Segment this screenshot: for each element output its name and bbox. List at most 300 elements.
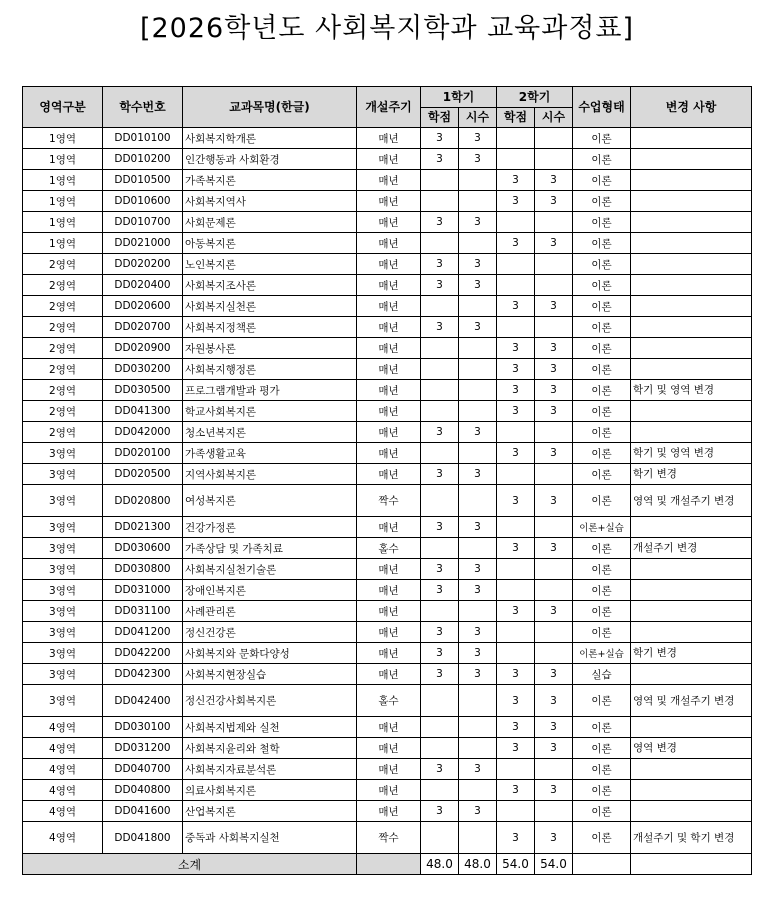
course-name-cell: 인간행동과 사회환경: [183, 149, 357, 170]
class-type-cell: 이론: [573, 717, 631, 738]
s2-hours-cell: [535, 759, 573, 780]
area-cell: 2영역: [23, 422, 103, 443]
s2-hours-cell: 3: [535, 233, 573, 254]
course-code-cell: DD042000: [103, 422, 183, 443]
s2-credit-cell: 3: [497, 738, 535, 759]
s2-credit-cell: 3: [497, 380, 535, 401]
course-name-cell: 사례관리론: [183, 601, 357, 622]
s2-hours-cell: [535, 801, 573, 822]
course-code-cell: DD041600: [103, 801, 183, 822]
table-row: [23, 738, 752, 759]
course-name-cell: 학교사회복지론: [183, 401, 357, 422]
s2-credit-cell: 3: [497, 359, 535, 380]
s1-credit-cell: [421, 296, 459, 317]
changes-cell: [631, 212, 752, 233]
cycle-cell: 매년: [357, 801, 421, 822]
changes-cell: [631, 275, 752, 296]
s1-credit-cell: [421, 601, 459, 622]
s1-credit-cell: 3: [421, 517, 459, 538]
s2-hours-cell: [535, 622, 573, 643]
s1-hours-cell: 3: [459, 422, 497, 443]
s1-credit-cell: 3: [421, 759, 459, 780]
table-row: [23, 233, 752, 254]
changes-cell: 영역 변경: [631, 738, 752, 759]
table-row: [23, 664, 752, 685]
header-semester-1: 1학기: [421, 87, 497, 108]
s1-hours-cell: 3: [459, 254, 497, 275]
class-type-cell: 이론: [573, 401, 631, 422]
course-code-cell: DD021300: [103, 517, 183, 538]
s1-credit-cell: [421, 738, 459, 759]
area-cell: 2영역: [23, 296, 103, 317]
cycle-cell: 매년: [357, 338, 421, 359]
changes-cell: [631, 601, 752, 622]
s1-credit-cell: 3: [421, 643, 459, 664]
s1-hours-cell: 3: [459, 801, 497, 822]
course-name-cell: 사회복지역사: [183, 191, 357, 212]
table-row: [23, 401, 752, 422]
s1-hours-cell: 3: [459, 212, 497, 233]
class-type-cell: 이론: [573, 443, 631, 464]
s1-hours-cell: [459, 685, 497, 717]
changes-cell: 학기 변경: [631, 643, 752, 664]
s2-hours-cell: [535, 517, 573, 538]
course-name-cell: 중독과 사회복지실천: [183, 822, 357, 854]
total-cycle-cell: [357, 854, 421, 875]
table-row: [23, 128, 752, 149]
s1-credit-cell: [421, 485, 459, 517]
s2-credit-cell: 3: [497, 191, 535, 212]
header-class-type: 수업형태: [573, 87, 631, 128]
cycle-cell: 매년: [357, 380, 421, 401]
s1-credit-cell: [421, 170, 459, 191]
course-code-cell: DD020500: [103, 464, 183, 485]
s1-hours-cell: [459, 401, 497, 422]
course-name-cell: 장애인복지론: [183, 580, 357, 601]
area-cell: 2영역: [23, 254, 103, 275]
table-row: [23, 149, 752, 170]
table-row: [23, 759, 752, 780]
s2-credit-cell: [497, 517, 535, 538]
s1-hours-cell: 3: [459, 317, 497, 338]
class-type-cell: 이론: [573, 622, 631, 643]
course-name-cell: 사회복지학개론: [183, 128, 357, 149]
s1-credit-cell: [421, 685, 459, 717]
class-type-cell: 이론: [573, 191, 631, 212]
class-type-cell: 이론: [573, 801, 631, 822]
course-code-cell: DD031200: [103, 738, 183, 759]
changes-cell: [631, 170, 752, 191]
class-type-cell: 이론: [573, 359, 631, 380]
changes-cell: [631, 780, 752, 801]
s1-hours-cell: [459, 822, 497, 854]
s2-hours-cell: 3: [535, 717, 573, 738]
area-cell: 4영역: [23, 738, 103, 759]
changes-cell: 영역 및 개설주기 변경: [631, 685, 752, 717]
class-type-cell: 이론: [573, 485, 631, 517]
s2-hours-cell: 3: [535, 780, 573, 801]
s2-credit-cell: [497, 801, 535, 822]
cycle-cell: 홀수: [357, 685, 421, 717]
s1-credit-cell: [421, 822, 459, 854]
course-code-cell: DD010500: [103, 170, 183, 191]
class-type-cell: 이론: [573, 601, 631, 622]
s1-hours-cell: 3: [459, 275, 497, 296]
s1-credit-cell: [421, 233, 459, 254]
s1-hours-cell: 3: [459, 664, 497, 685]
s2-credit-cell: [497, 128, 535, 149]
page-title: [2026학년도 사회복지학과 교육과정표]: [139, 13, 635, 44]
s2-credit-cell: [497, 275, 535, 296]
s2-credit-cell: 3: [497, 233, 535, 254]
area-cell: 3영역: [23, 485, 103, 517]
area-cell: 3영역: [23, 601, 103, 622]
class-type-cell: 이론: [573, 254, 631, 275]
area-cell: 3영역: [23, 580, 103, 601]
class-type-cell: 이론: [573, 128, 631, 149]
course-name-cell: 노인복지론: [183, 254, 357, 275]
changes-cell: [631, 517, 752, 538]
s2-credit-cell: [497, 559, 535, 580]
course-name-cell: 자원봉사론: [183, 338, 357, 359]
changes-cell: 학기 및 영역 변경: [631, 380, 752, 401]
s2-hours-cell: [535, 643, 573, 664]
area-cell: 3영역: [23, 538, 103, 559]
cycle-cell: 매년: [357, 128, 421, 149]
class-type-cell: 이론: [573, 559, 631, 580]
s2-credit-cell: 3: [497, 664, 535, 685]
course-name-cell: 사회복지조사론: [183, 275, 357, 296]
class-type-cell: 이론+실습: [573, 643, 631, 664]
course-code-cell: DD010600: [103, 191, 183, 212]
header-cycle: 개설주기: [357, 87, 421, 128]
cycle-cell: 매년: [357, 738, 421, 759]
course-code-cell: DD041300: [103, 401, 183, 422]
course-code-cell: DD030200: [103, 359, 183, 380]
cycle-cell: 매년: [357, 717, 421, 738]
changes-cell: [631, 317, 752, 338]
s2-hours-cell: 3: [535, 822, 573, 854]
changes-cell: 학기 변경: [631, 464, 752, 485]
class-type-cell: 이론: [573, 780, 631, 801]
table-row: [23, 801, 752, 822]
course-code-cell: DD020200: [103, 254, 183, 275]
cycle-cell: 매년: [357, 559, 421, 580]
area-cell: 1영역: [23, 212, 103, 233]
table-row: [23, 601, 752, 622]
class-type-cell: 이론: [573, 338, 631, 359]
course-code-cell: DD040800: [103, 780, 183, 801]
cycle-cell: 매년: [357, 422, 421, 443]
s1-credit-cell: [421, 717, 459, 738]
course-code-cell: DD030600: [103, 538, 183, 559]
s2-hours-cell: 3: [535, 191, 573, 212]
s1-credit-cell: 3: [421, 422, 459, 443]
cycle-cell: 매년: [357, 401, 421, 422]
area-cell: 1영역: [23, 233, 103, 254]
class-type-cell: 이론: [573, 685, 631, 717]
area-cell: 3영역: [23, 443, 103, 464]
s2-hours-cell: [535, 128, 573, 149]
s1-hours-cell: [459, 738, 497, 759]
s1-hours-cell: 3: [459, 464, 497, 485]
table-row: [23, 422, 752, 443]
s2-hours-cell: 3: [535, 738, 573, 759]
course-name-cell: 가족상담 및 가족치료: [183, 538, 357, 559]
area-cell: 1영역: [23, 191, 103, 212]
course-name-cell: 지역사회복지론: [183, 464, 357, 485]
table-row: [23, 643, 752, 664]
table-row: [23, 380, 752, 401]
class-type-cell: 이론: [573, 759, 631, 780]
changes-cell: [631, 422, 752, 443]
s2-hours-cell: 3: [535, 401, 573, 422]
s2-credit-cell: 3: [497, 170, 535, 191]
total-s2-hours: 54.0: [535, 854, 573, 875]
course-code-cell: DD042300: [103, 664, 183, 685]
course-code-cell: DD041800: [103, 822, 183, 854]
table-row: [23, 780, 752, 801]
s2-credit-cell: [497, 149, 535, 170]
course-name-cell: 건강가정론: [183, 517, 357, 538]
class-type-cell: 이론: [573, 464, 631, 485]
s2-hours-cell: 3: [535, 338, 573, 359]
s2-credit-cell: [497, 580, 535, 601]
s1-hours-cell: [459, 296, 497, 317]
course-code-cell: DD010700: [103, 212, 183, 233]
cycle-cell: 매년: [357, 759, 421, 780]
cycle-cell: 매년: [357, 233, 421, 254]
s1-credit-cell: 3: [421, 622, 459, 643]
s2-credit-cell: 3: [497, 443, 535, 464]
changes-cell: [631, 233, 752, 254]
s1-credit-cell: [421, 191, 459, 212]
course-code-cell: DD030500: [103, 380, 183, 401]
s1-hours-cell: 3: [459, 622, 497, 643]
course-code-cell: DD031100: [103, 601, 183, 622]
course-code-cell: DD020900: [103, 338, 183, 359]
s2-hours-cell: [535, 275, 573, 296]
s2-credit-cell: 3: [497, 485, 535, 517]
s2-hours-cell: [535, 580, 573, 601]
s1-hours-cell: [459, 338, 497, 359]
s1-credit-cell: [421, 443, 459, 464]
s1-hours-cell: [459, 233, 497, 254]
s1-credit-cell: [421, 380, 459, 401]
table-row: [23, 622, 752, 643]
curriculum-table: [22, 86, 752, 875]
table-row: [23, 717, 752, 738]
total-s1-hours: 48.0: [459, 854, 497, 875]
table-row: [23, 317, 752, 338]
class-type-cell: 이론: [573, 738, 631, 759]
s2-credit-cell: 3: [497, 601, 535, 622]
course-name-cell: 사회복지와 문화다양성: [183, 643, 357, 664]
table-row: [23, 254, 752, 275]
area-cell: 4영역: [23, 780, 103, 801]
area-cell: 2영역: [23, 338, 103, 359]
cycle-cell: 매년: [357, 254, 421, 275]
s2-hours-cell: [535, 254, 573, 275]
cycle-cell: 매년: [357, 780, 421, 801]
header-changes: 변경 사항: [631, 87, 752, 128]
header-area: 영역구분: [23, 87, 103, 128]
changes-cell: [631, 128, 752, 149]
course-code-cell: DD020400: [103, 275, 183, 296]
header-s1-credit: 학점: [421, 108, 459, 128]
course-code-cell: DD020600: [103, 296, 183, 317]
s1-hours-cell: [459, 601, 497, 622]
s1-credit-cell: 3: [421, 275, 459, 296]
s2-credit-cell: [497, 212, 535, 233]
course-name-cell: 사회복지윤리와 철학: [183, 738, 357, 759]
s1-hours-cell: [459, 780, 497, 801]
s1-credit-cell: 3: [421, 580, 459, 601]
s1-credit-cell: 3: [421, 212, 459, 233]
course-name-cell: 사회복지행정론: [183, 359, 357, 380]
total-s2-credit: 54.0: [497, 854, 535, 875]
course-code-cell: DD010200: [103, 149, 183, 170]
class-type-cell: 이론: [573, 822, 631, 854]
area-cell: 3영역: [23, 622, 103, 643]
class-type-cell: 이론: [573, 170, 631, 191]
course-name-cell: 정신건강론: [183, 622, 357, 643]
course-code-cell: DD021000: [103, 233, 183, 254]
cycle-cell: 매년: [357, 580, 421, 601]
course-code-cell: DD020700: [103, 317, 183, 338]
cycle-cell: 매년: [357, 191, 421, 212]
s1-hours-cell: 3: [459, 559, 497, 580]
s1-hours-cell: [459, 443, 497, 464]
s2-hours-cell: [535, 559, 573, 580]
changes-cell: 개설주기 변경: [631, 538, 752, 559]
cycle-cell: 매년: [357, 443, 421, 464]
s1-credit-cell: 3: [421, 559, 459, 580]
class-type-cell: 이론: [573, 296, 631, 317]
course-name-cell: 프로그램개발과 평가: [183, 380, 357, 401]
cycle-cell: 매년: [357, 517, 421, 538]
table-row: [23, 538, 752, 559]
s1-credit-cell: [421, 538, 459, 559]
area-cell: 3영역: [23, 517, 103, 538]
class-type-cell: 실습: [573, 664, 631, 685]
course-code-cell: DD010100: [103, 128, 183, 149]
s1-hours-cell: 3: [459, 149, 497, 170]
area-cell: 3영역: [23, 685, 103, 717]
table-row: [23, 685, 752, 717]
class-type-cell: 이론: [573, 317, 631, 338]
area-cell: 3영역: [23, 664, 103, 685]
course-name-cell: 정신건강사회복지론: [183, 685, 357, 717]
cycle-cell: 매년: [357, 275, 421, 296]
area-cell: 1영역: [23, 149, 103, 170]
cycle-cell: 매년: [357, 296, 421, 317]
changes-cell: [631, 759, 752, 780]
area-cell: 1영역: [23, 170, 103, 191]
course-name-cell: 사회복지법제와 실천: [183, 717, 357, 738]
changes-cell: [631, 664, 752, 685]
course-code-cell: DD030800: [103, 559, 183, 580]
s2-hours-cell: [535, 212, 573, 233]
header-s1-hours: 시수: [459, 108, 497, 128]
changes-cell: [631, 622, 752, 643]
s2-credit-cell: [497, 622, 535, 643]
changes-cell: [631, 296, 752, 317]
course-name-cell: 사회복지현장실습: [183, 664, 357, 685]
total-type-cell: [573, 854, 631, 875]
s2-credit-cell: 3: [497, 780, 535, 801]
s1-credit-cell: [421, 401, 459, 422]
changes-cell: [631, 359, 752, 380]
area-cell: 1영역: [23, 128, 103, 149]
course-code-cell: DD030100: [103, 717, 183, 738]
class-type-cell: 이론+실습: [573, 517, 631, 538]
s2-hours-cell: 3: [535, 485, 573, 517]
s2-credit-cell: 3: [497, 296, 535, 317]
changes-cell: [631, 254, 752, 275]
table-row: [23, 359, 752, 380]
s2-credit-cell: [497, 254, 535, 275]
table-row: [23, 517, 752, 538]
table-row: [23, 464, 752, 485]
area-cell: 2영역: [23, 380, 103, 401]
changes-cell: [631, 401, 752, 422]
table-row: [23, 559, 752, 580]
area-cell: 4영역: [23, 759, 103, 780]
cycle-cell: 매년: [357, 664, 421, 685]
course-name-cell: 산업복지론: [183, 801, 357, 822]
s2-hours-cell: 3: [535, 443, 573, 464]
table-row: [23, 443, 752, 464]
cycle-cell: 짝수: [357, 822, 421, 854]
course-name-cell: 청소년복지론: [183, 422, 357, 443]
area-cell: 2영역: [23, 317, 103, 338]
area-cell: 3영역: [23, 559, 103, 580]
course-name-cell: 여성복지론: [183, 485, 357, 517]
total-label: 소계: [23, 854, 357, 875]
course-name-cell: 사회복지실천론: [183, 296, 357, 317]
course-code-cell: DD040700: [103, 759, 183, 780]
class-type-cell: 이론: [573, 233, 631, 254]
s2-credit-cell: 3: [497, 538, 535, 559]
cycle-cell: 매년: [357, 170, 421, 191]
table-row: [23, 822, 752, 854]
s2-credit-cell: 3: [497, 401, 535, 422]
s1-hours-cell: 3: [459, 643, 497, 664]
course-name-cell: 사회복지실천기술론: [183, 559, 357, 580]
s2-credit-cell: 3: [497, 338, 535, 359]
header-s2-hours: 시수: [535, 108, 573, 128]
cycle-cell: 매년: [357, 317, 421, 338]
header-course: 교과목명(한글): [183, 87, 357, 128]
cycle-cell: 홀수: [357, 538, 421, 559]
total-row: [23, 854, 752, 875]
s1-hours-cell: 3: [459, 517, 497, 538]
s1-hours-cell: [459, 380, 497, 401]
header-code: 학수번호: [103, 87, 183, 128]
cycle-cell: 매년: [357, 212, 421, 233]
class-type-cell: 이론: [573, 149, 631, 170]
s2-hours-cell: 3: [535, 601, 573, 622]
class-type-cell: 이론: [573, 538, 631, 559]
cycle-cell: 짝수: [357, 485, 421, 517]
changes-cell: 영역 및 개설주기 변경: [631, 485, 752, 517]
s2-hours-cell: [535, 149, 573, 170]
table-body: [23, 128, 752, 854]
course-name-cell: 가족생활교육: [183, 443, 357, 464]
changes-cell: [631, 191, 752, 212]
area-cell: 4영역: [23, 822, 103, 854]
